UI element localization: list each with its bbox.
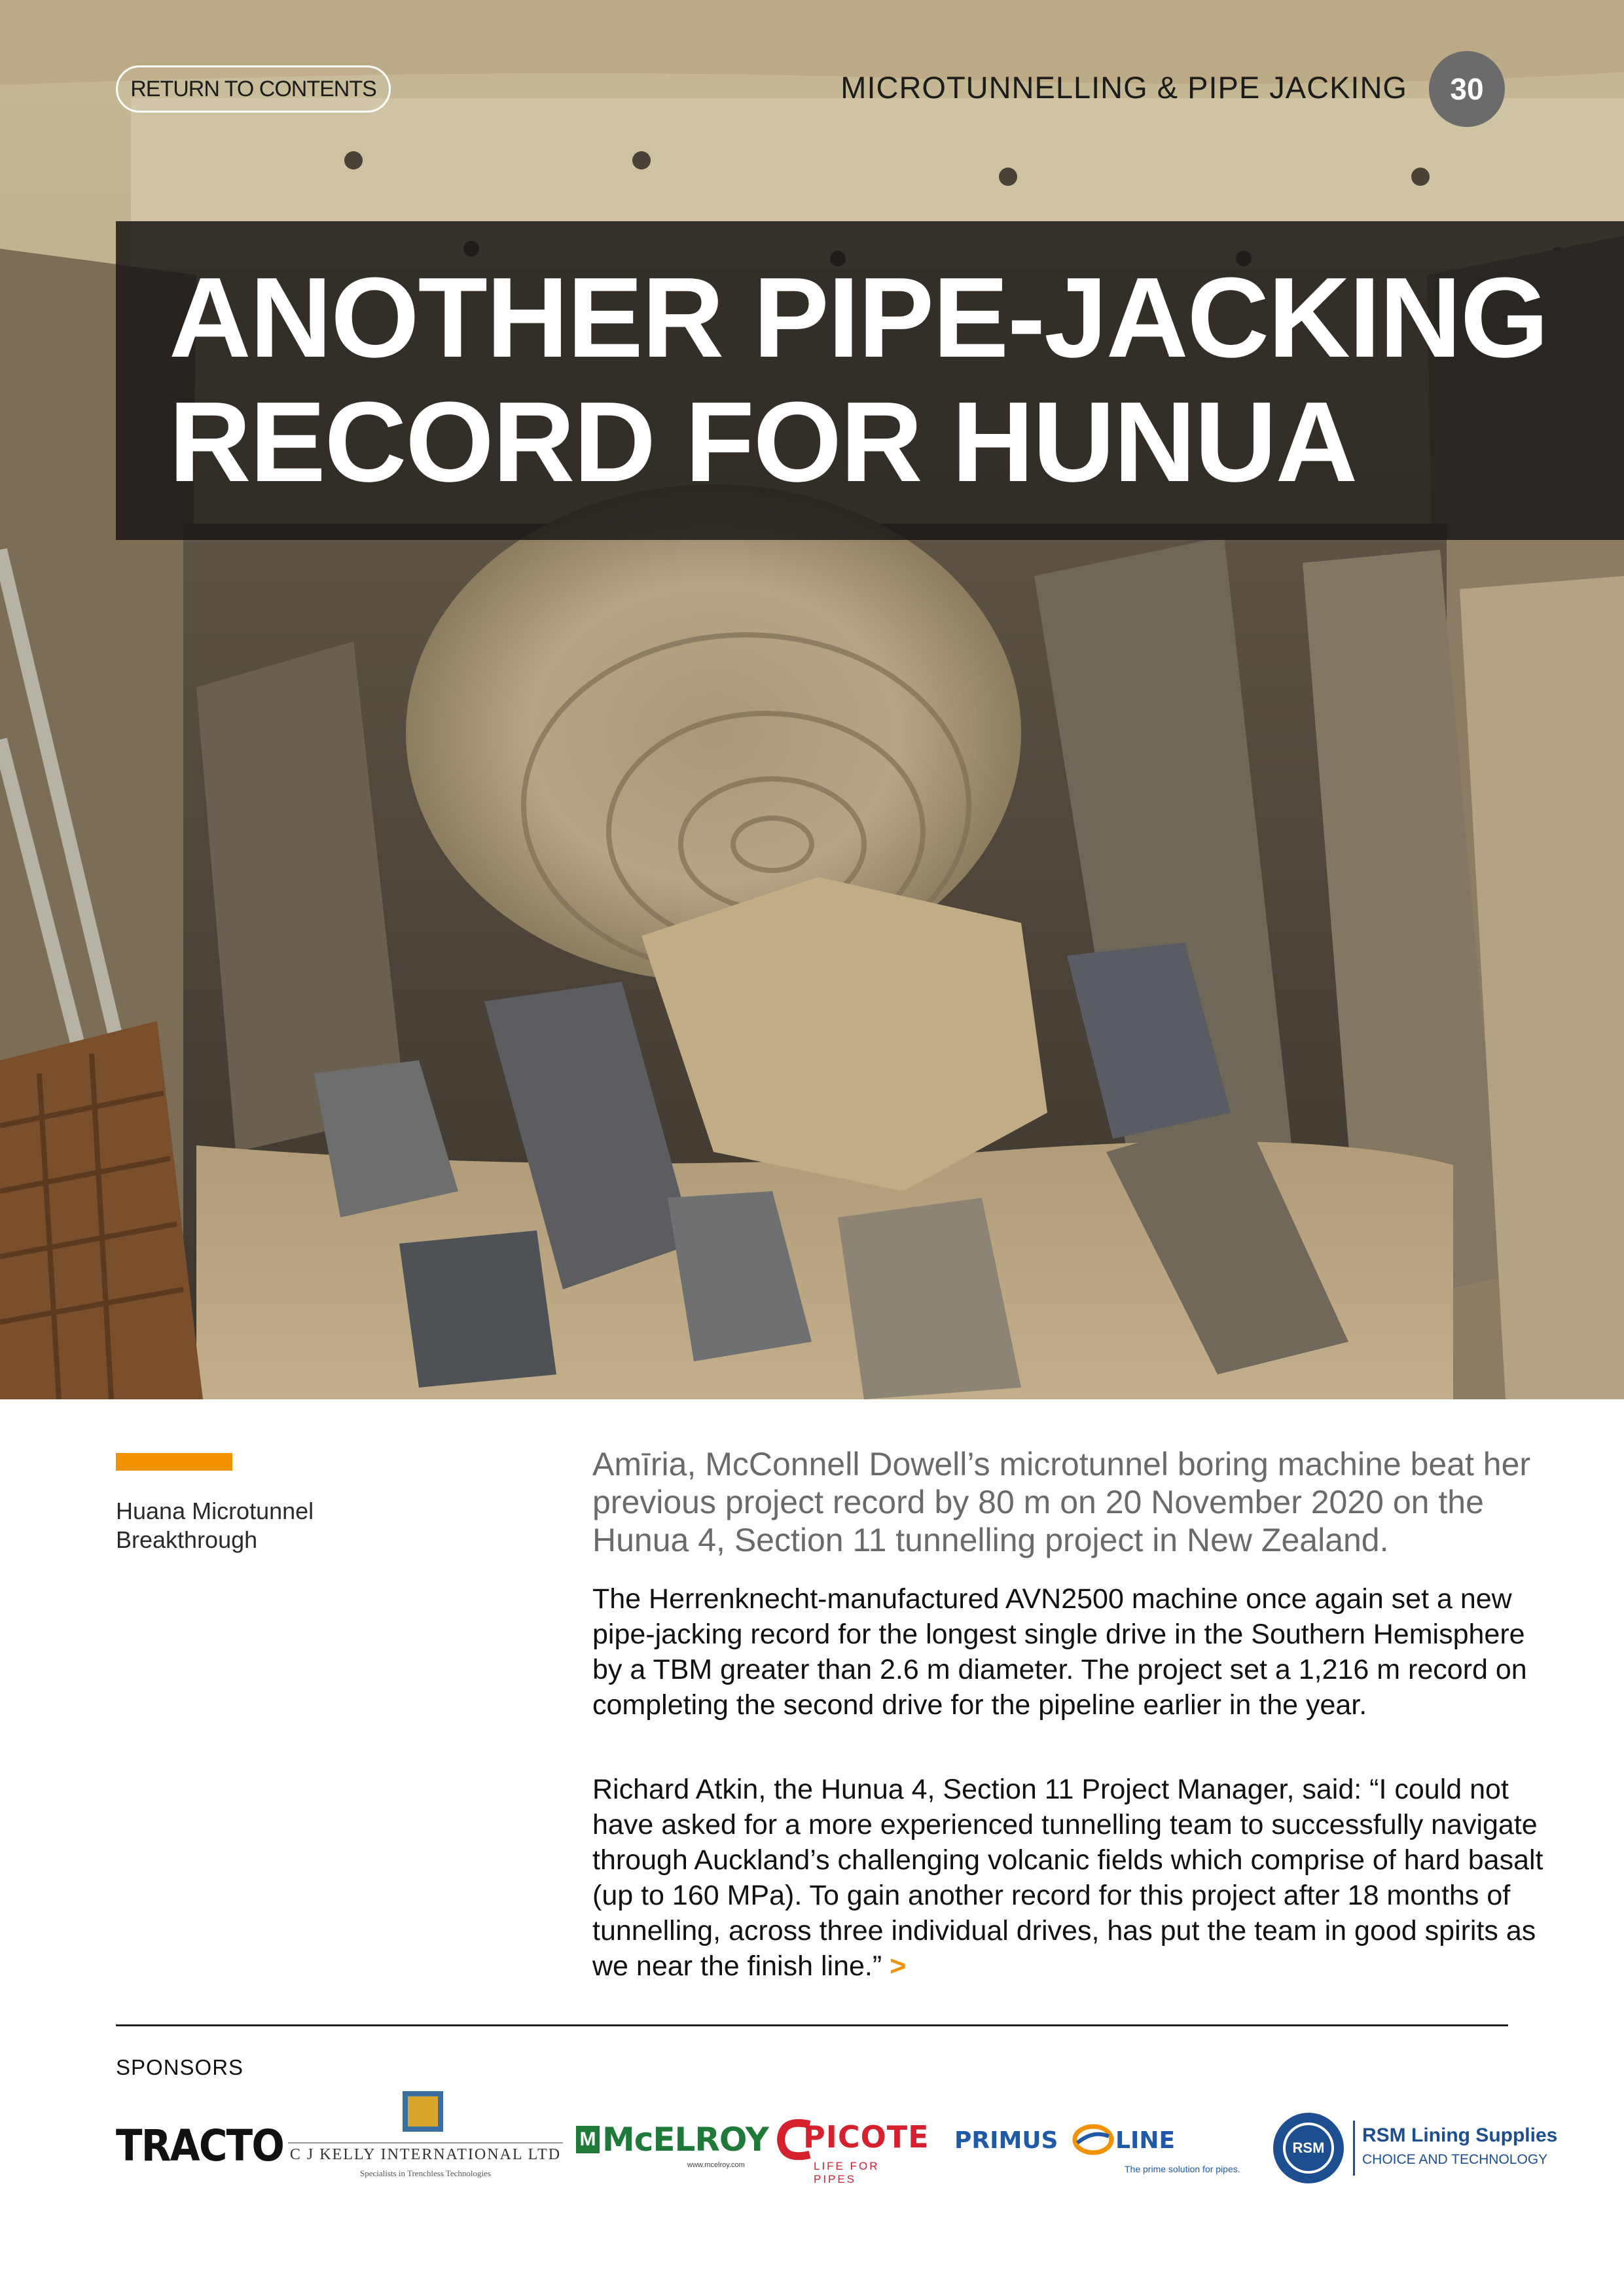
rsm-circle-emblem — [1273, 2113, 1344, 2183]
tracto-logo-text: TRACTO — [116, 2121, 284, 2171]
continue-arrow-link[interactable]: > — [890, 1950, 907, 1982]
picote-name: PICOTE — [803, 2119, 929, 2155]
title-line-1: ANOTHER PIPE-JACKING — [169, 253, 1548, 381]
primus-line-logo[interactable] — [954, 2127, 1255, 2179]
sponsors-label: SPONSORS — [116, 2055, 244, 2079]
primus-tagline: The prime solution for pipes. — [1125, 2164, 1240, 2174]
rsm-divider — [1353, 2121, 1355, 2176]
article-paragraph-2 — [592, 1772, 1561, 1984]
article-intro: Amīria, McConnell Dowell’s microtunnel boring machine beat her previous project record by 80 m on 20 November 2020 on the Hunua 4, Section 11 tunnelling project in New Zealand. — [592, 1446, 1531, 1558]
cj-kelly-tagline: Specialists in Trenchless Technologies — [360, 2168, 491, 2178]
rsm-name: RSM Lining Supplies — [1362, 2125, 1558, 2146]
article-paragraph-2-text: Richard Atkin, the Hunua 4, Section 11 Project Manager, said: “I could not have asked for a more experienced tunnelling team to successfully navigate through Auckland’s challenging volcanic fields which comprise of hard basalt (up to 160 MPa). To gain another record for this project after 18 months of tunnelling, across three individual drives, has put the team in good spirits as we near the finish line.” — [592, 1774, 1543, 1982]
picote-tagline: LIFE FOR PIPES — [814, 2160, 880, 2185]
cj-kelly-name: C J KELLY INTERNATIONAL LTD — [288, 2142, 563, 2164]
page-number-badge — [1429, 51, 1505, 127]
mcelroy-emblem: M — [576, 2126, 600, 2153]
primus-swirl-icon — [1072, 2123, 1114, 2156]
mcelroy-url: www.mcelroy.com — [687, 2161, 745, 2169]
title-line-2: RECORD FOR HUNUA — [169, 378, 1357, 505]
article-paragraph-1: The Herrenknecht-manufactured AVN2500 machine once again set a new pipe-jacking record for the longest single drive in the Southern Hemisphere by a TBM greater than 2.6 m diameter. The project set a 1,216 m record on completing the second drive for the pipeline earlier in the year. — [592, 1583, 1527, 1721]
return-to-contents-label: RETURN TO CONTENTS — [130, 76, 376, 101]
mcelroy-logo[interactable] — [576, 2121, 768, 2179]
photo-caption — [116, 1497, 378, 1554]
section-label: MICROTUNNELLING & PIPE JACKING — [840, 70, 1407, 105]
rsm-lining-logo[interactable] — [1273, 2113, 1558, 2191]
sponsors-divider — [116, 2024, 1508, 2026]
article-title — [169, 255, 1609, 504]
primus-right-text: LINE — [1115, 2127, 1176, 2154]
caption-line-2: Breakthrough — [116, 1526, 258, 1553]
cj-kelly-logo[interactable] — [288, 2091, 563, 2183]
rsm-tagline: CHOICE AND TECHNOLOGY — [1362, 2152, 1548, 2167]
rsm-mark: RSM — [1292, 2140, 1325, 2156]
primus-left-text: PRIMUS — [954, 2127, 1058, 2154]
page-number: 30 — [1450, 72, 1484, 106]
return-to-contents-button[interactable] — [116, 65, 391, 113]
picote-logo[interactable] — [776, 2115, 929, 2185]
mcelroy-name: McELROY — [602, 2121, 768, 2159]
accent-bar — [116, 1453, 232, 1471]
caption-line-1: Huana Microtunnel — [116, 1498, 314, 1524]
tracto-logo[interactable] — [116, 2121, 284, 2173]
cj-kelly-emblem — [403, 2091, 443, 2132]
